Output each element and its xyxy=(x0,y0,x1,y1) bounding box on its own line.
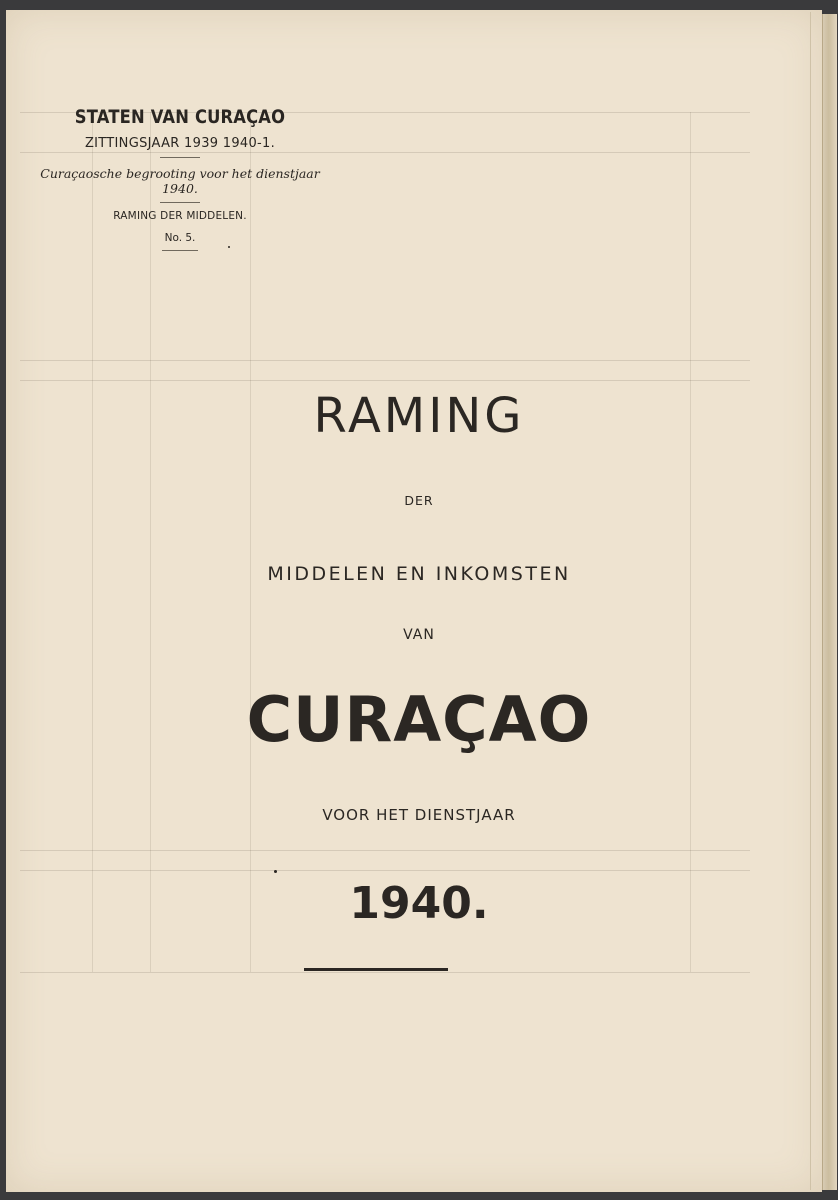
bleed-through-column xyxy=(690,112,691,972)
title-raming: RAMING xyxy=(313,388,525,444)
ink-speck xyxy=(274,870,277,873)
page-edge xyxy=(822,14,837,1190)
ink-speck xyxy=(228,246,230,248)
header-title: STATEN VAN CURAÇAO xyxy=(74,106,286,128)
header-session: ZITTINGSJAAR 1939 1940-1. xyxy=(84,136,276,151)
header-divider xyxy=(162,250,198,251)
bleed-through-rule xyxy=(20,850,750,851)
header-budget: Curaçaosche begrooting voor het dienstjaar 1940. xyxy=(40,166,320,196)
title-middelen: MIDDELEN EN INKOMSTEN xyxy=(267,563,571,585)
bleed-through-rule xyxy=(20,972,750,973)
header-number: No. 5. xyxy=(164,232,196,244)
document-header xyxy=(30,106,330,251)
title-van: VAN xyxy=(403,627,435,643)
header-section: RAMING DER MIDDELEN. xyxy=(113,210,247,222)
bleed-through-rule xyxy=(20,870,750,871)
bleed-through-rule xyxy=(20,380,750,381)
header-divider xyxy=(160,202,200,203)
page-fold-line xyxy=(810,12,811,1190)
header-divider xyxy=(160,157,200,158)
title-curacao: CURAÇAO xyxy=(246,683,592,756)
title-der: DER xyxy=(404,493,434,508)
closing-rule xyxy=(304,968,448,971)
bleed-through-rule xyxy=(20,360,750,361)
title-year: 1940. xyxy=(349,878,489,929)
title-voor: VOOR HET DIENSTJAAR xyxy=(322,806,516,824)
